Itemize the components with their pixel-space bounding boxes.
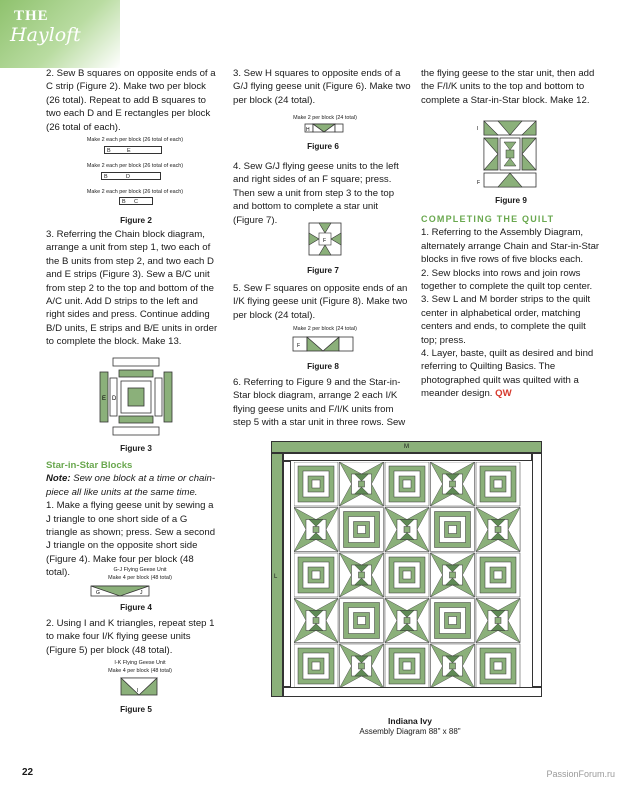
qw-logo: QW <box>495 388 512 400</box>
star-step-1-text: 1. Make a flying geese unit by sewing a J triangle to one short side of a G triangle as shown; press. Sew a second J triangle on the opposite short side (Figure 4). Make four per block (48 total). <box>46 500 216 579</box>
figure-4-caption-2: Make 4 per block (48 total) <box>108 575 172 581</box>
chain-block <box>294 553 338 597</box>
chain-block <box>476 553 520 597</box>
star-step-2-text: 2. Using I and K triangles, repeat step 1 to make four I/K flying geese units (Figure 5) per block (48 total). <box>46 618 215 656</box>
step-2-text: 2. Sew B squares on opposite ends of a C strip (Figure 2). Make two per block (26 total). Repeat to add B squares to two each D and E rectangles per block (26 total of each). <box>46 68 216 133</box>
step-3-h-squares: 3. Sew H squares to opposite ends of a G/J flying geese unit (Figure 6). Make two per block (24 total). <box>233 68 411 106</box>
figure-4-label: Figure 4 <box>120 603 152 612</box>
figure-2-caption-1: Make 2 each per block (26 total of each) <box>86 137 184 143</box>
figure-8-diagram <box>292 336 356 352</box>
svg-text:I: I <box>137 688 139 694</box>
step-4-text: 4. Sew G/J flying geese units to the left and right sides of an F square; press. Then sew a unit from step 3 to the top and bottom to complete a star unit (Figure 7). <box>233 161 399 226</box>
inner-border-left <box>283 461 291 687</box>
fig2-label: B <box>104 174 108 180</box>
star-in-star-block <box>340 462 384 506</box>
column-1-step-3 <box>46 228 218 349</box>
step-6-continued: the flying geese to the star unit, then add the F/I/K units to the top and bottom to complete a Star-in-Star block. Make 12. <box>421 68 595 106</box>
chain-block <box>431 508 475 552</box>
star-in-star-block <box>431 644 475 687</box>
assembly-diagram <box>267 441 546 707</box>
star-in-star-block <box>476 508 520 552</box>
figure-2-strip-e <box>119 197 153 205</box>
svg-text:E: E <box>102 396 107 402</box>
figure-5-caption-1: I-K Flying Geese Unit <box>114 660 166 666</box>
chain-block <box>340 599 384 643</box>
figure-3-label: Figure 3 <box>120 444 152 453</box>
figure-2-caption-2: Make 2 each per block (26 total of each) <box>86 163 184 169</box>
figure-8-caption: Make 2 per block (24 total) <box>293 326 357 332</box>
fig4-label-g: G <box>96 590 100 596</box>
note-label: Note: <box>46 473 71 485</box>
logo-line-1: THE <box>14 8 49 24</box>
inner-border-top <box>283 453 532 461</box>
chain-block <box>385 553 429 597</box>
figure-6-label: Figure 6 <box>307 142 339 151</box>
figure-2-label: Figure 2 <box>120 216 152 225</box>
figure-6-diagram <box>304 123 346 133</box>
figure-2-strip-d <box>101 172 161 180</box>
fig2-label: E <box>127 148 131 154</box>
step-6-text: 6. Referring to Figure 9 and the Star-in-Star block diagram, arrange 2 each I/K flying geese units and F/I/K units from step 5 with a star unit in three rows. Sew <box>233 377 406 429</box>
fig2-label: B <box>122 199 126 205</box>
svg-text:F: F <box>323 238 327 244</box>
svg-text:D: D <box>112 396 117 402</box>
star-in-star-block <box>340 644 384 687</box>
column-2-step-6 <box>233 376 411 430</box>
figure-5-caption-2: Make 4 per block (48 total) <box>108 668 172 674</box>
step-3-text: 3. Referring the Chain block diagram, arrange a unit from step 1, two each of the B units from step 2, and two each D and E strips (Figure 3). Sew a B/C unit from step 2 to the top and bottom of the A/C unit. Add D strips to the left and right sides and press. Continue adding B/D units, E strips and B/E units in order to complete the block. Make 13. <box>46 229 218 348</box>
column-1-step-2b <box>46 617 218 657</box>
star-in-star-block <box>476 599 520 643</box>
figure-2-caption-3: Make 2 each per block (26 total of each) <box>86 189 184 195</box>
assembly-subtitle: Assembly Diagram 88" x 88" <box>359 727 461 736</box>
chain-block <box>294 462 338 506</box>
figure-9-diagram <box>476 120 544 188</box>
figure-5-diagram <box>120 677 160 697</box>
figure-2-strip-c <box>104 146 162 154</box>
svg-text:F: F <box>297 343 301 349</box>
star-in-star-block <box>431 462 475 506</box>
svg-text:H: H <box>306 127 310 133</box>
fig4-label-j: J <box>140 590 143 596</box>
section-heading-star-in-star: Star-in-Star Blocks <box>46 460 133 471</box>
chain-block <box>385 644 429 687</box>
completing-step-3: 3. Sew L and M border strips to the quilt center in alphabetical order, matching centers and ends, to complete the quilt top; press. <box>421 294 591 346</box>
column-3 <box>421 67 601 107</box>
step-5-text: 5. Sew F squares on opposite ends of an I/K flying geese unit (Figure 8). Make two per block (24 total). <box>233 283 408 321</box>
figure-5-label: Figure 5 <box>120 705 152 714</box>
figure-8-label: Figure 8 <box>307 362 339 371</box>
star-in-star-block <box>294 508 338 552</box>
chain-block <box>476 644 520 687</box>
completing-step-1: 1. Referring to the Assembly Diagram, alternately arrange Chain and Star-in-Star blocks in five rows of five blocks each. <box>421 227 600 266</box>
star-in-star-block <box>294 599 338 643</box>
magazine-logo <box>0 0 120 68</box>
figure-7-label: Figure 7 <box>307 266 339 275</box>
border-m-label: M <box>404 444 409 450</box>
border-l <box>271 453 283 697</box>
border-m <box>271 441 542 453</box>
column-3-completing <box>421 213 601 401</box>
border-right <box>532 453 542 687</box>
fig2-label: C <box>134 199 138 205</box>
figure-6-caption: Make 2 per block (24 total) <box>293 115 357 121</box>
star-in-star-block <box>340 553 384 597</box>
chain-block <box>340 508 384 552</box>
column-1 <box>46 67 218 134</box>
figure-7-diagram <box>308 222 342 256</box>
column-2 <box>233 67 411 107</box>
completing-step-4: 4. Layer, baste, quilt as desired and bind referring to Quilting Basics. The photographed quilt was quilted with a meander design. <box>421 348 594 400</box>
column-2-step-5 <box>233 282 411 322</box>
completing-step-2: 2. Sew blocks into rows and join rows together to complete the quilt top center. <box>421 267 593 293</box>
page-number: 22 <box>22 767 34 778</box>
section-heading-completing: COMPLETING THE QUILT <box>421 214 555 224</box>
watermark: PassionForum.ru <box>546 769 615 779</box>
figure-4-diagram <box>90 585 152 597</box>
assembly-title: Indiana Ivy <box>388 716 432 726</box>
figure-9-label: Figure 9 <box>495 196 527 205</box>
star-in-star-block <box>431 553 475 597</box>
quilt-block-grid <box>294 462 530 687</box>
column-2-step-4 <box>233 160 411 227</box>
chain-block <box>294 644 338 687</box>
svg-text:F: F <box>477 180 481 186</box>
figure-3-diagram <box>97 354 175 439</box>
fig2-label: B <box>107 148 111 154</box>
logo-line-2: Hayloft <box>10 24 81 46</box>
chain-block <box>385 462 429 506</box>
svg-text:I: I <box>477 126 479 132</box>
star-in-star-block <box>385 508 429 552</box>
chain-block <box>476 462 520 506</box>
note-text: Sew one block at a time or chain-piece all like units at the same time. <box>46 473 216 498</box>
border-bottom <box>283 687 542 697</box>
border-l-label: L <box>274 574 278 580</box>
figure-4-caption-1: G-J Flying Geese Unit <box>113 567 167 573</box>
column-1-star-section <box>46 459 218 580</box>
chain-block <box>431 599 475 643</box>
star-in-star-block <box>385 599 429 643</box>
fig2-label: D <box>126 174 130 180</box>
